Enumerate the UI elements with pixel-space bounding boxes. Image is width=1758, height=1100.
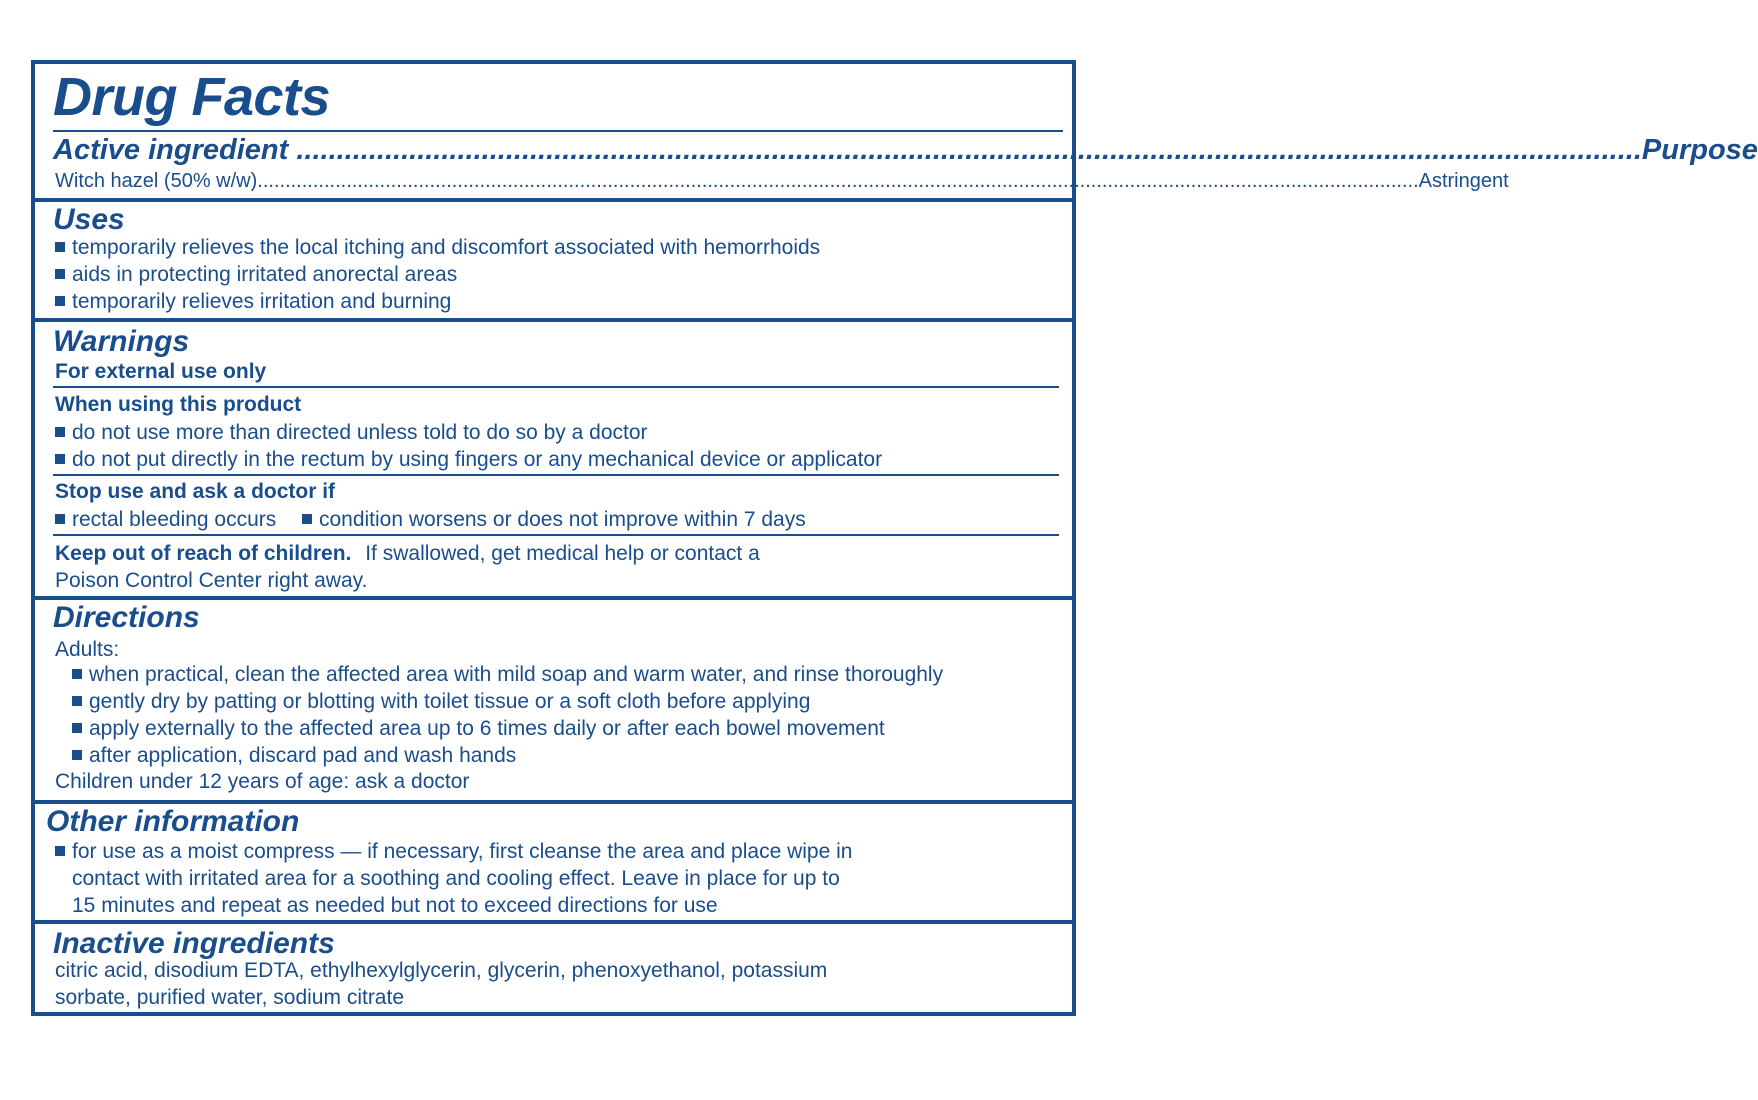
list-item: gently dry by patting or blotting with toilet tissue or a soft cloth before applying <box>72 688 810 715</box>
leader-dots: ................................................................................................................................................................................................................. <box>257 170 1419 192</box>
children-note: Children under 12 years of age: ask a doctor <box>55 770 470 793</box>
other-information-text: 15 minutes and repeat as needed but not to exceed directions for use <box>72 894 718 917</box>
active-ingredient-heading: Active ingredient <box>53 134 289 166</box>
divider <box>53 474 1059 476</box>
list-item: temporarily relieves the local itching and discomfort associated with hemorrhoids <box>55 234 820 261</box>
divider <box>53 386 1059 388</box>
list-item: do not use more than directed unless told to do so by a doctor <box>55 419 648 446</box>
inactive-ingredients-text: citric acid, disodium EDTA, ethylhexylglycerin, glycerin, phenoxyethanol, potassium <box>55 959 828 982</box>
active-ingredient-row <box>55 168 1509 195</box>
list-item: when practical, clean the affected area with mild soap and warm water, and rinse thoroughly <box>72 661 943 688</box>
divider <box>53 534 1059 536</box>
keep-out-text: If swallowed, get medical help or contact a <box>365 542 760 565</box>
list-item: rectal bleeding occurs <box>55 508 276 531</box>
list-item: condition worsens or does not improve within 7 days <box>302 508 806 531</box>
active-ingredient-header-row <box>53 134 1758 166</box>
active-ingredient-name: Witch hazel (50% w/w) <box>55 170 258 192</box>
stop-use-heading: Stop use and ask a doctor if <box>55 480 336 503</box>
drug-facts-panel <box>31 60 1758 1016</box>
leader-dots: ....................................................................................................................................................................... <box>288 134 1642 166</box>
stop-use-items <box>55 506 806 533</box>
list-item: aids in protecting irritated anorectal areas <box>55 261 457 288</box>
page-title: Drug Facts <box>53 67 331 127</box>
other-information-text: contact with irritated area for a soothing and cooling effect. Leave in place for up to <box>72 867 840 890</box>
active-ingredient-purpose: Astringent <box>1418 170 1509 192</box>
section-divider <box>35 920 1072 924</box>
keep-out-line <box>55 540 760 567</box>
when-using-heading: When using this product <box>55 393 302 416</box>
section-divider <box>35 318 1072 322</box>
warnings-heading: Warnings <box>53 325 190 358</box>
list-item: after application, discard pad and wash hands <box>72 742 516 769</box>
list-item: do not put directly in the rectum by using fingers or any mechanical device or applicator <box>55 446 882 473</box>
inactive-ingredients-heading: Inactive ingredients <box>53 927 335 960</box>
list-item: temporarily relieves irritation and burning <box>55 288 451 315</box>
section-divider <box>35 198 1072 202</box>
section-divider <box>35 596 1072 600</box>
keep-out-heading: Keep out of reach of children. <box>55 542 352 565</box>
list-item: apply externally to the affected area up to 6 times daily or after each bowel movement <box>72 715 885 742</box>
keep-out-text-continued: Poison Control Center right away. <box>55 569 368 592</box>
divider <box>53 130 1063 132</box>
external-use-warning: For external use only <box>55 360 267 383</box>
uses-heading: Uses <box>53 203 125 236</box>
purpose-heading: Purpose <box>1641 134 1758 166</box>
directions-heading: Directions <box>53 601 200 634</box>
list-item: for use as a moist compress — if necessary, first cleanse the area and place wipe in <box>55 838 852 865</box>
inactive-ingredients-text: sorbate, purified water, sodium citrate <box>55 986 405 1009</box>
other-information-heading: Other information <box>46 805 300 838</box>
adults-label: Adults: <box>55 638 120 661</box>
section-divider <box>35 800 1072 804</box>
